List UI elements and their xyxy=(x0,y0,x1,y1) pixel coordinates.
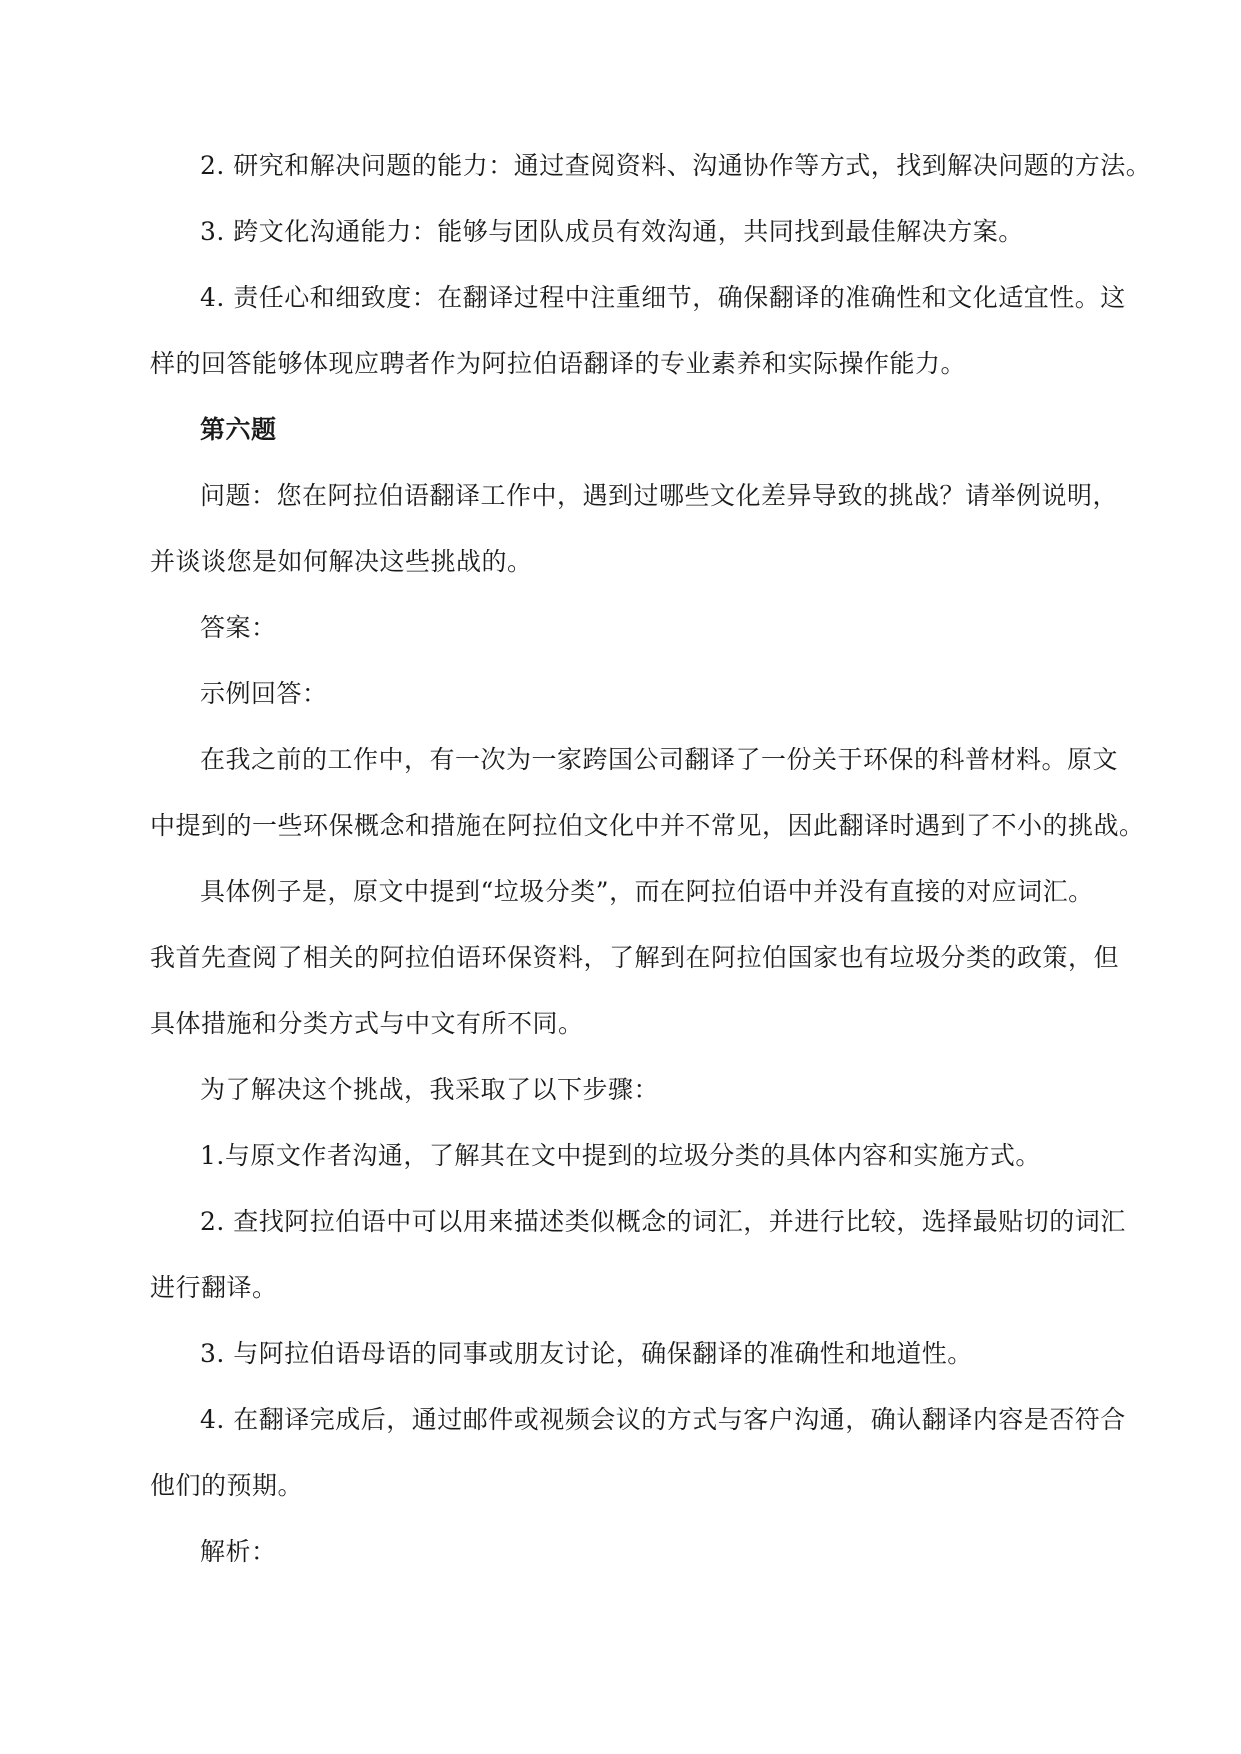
text-line: 3. 跨文化沟通能力：能够与团队成员有效沟通，共同找到最佳解决方案。 xyxy=(200,217,1024,246)
text-line: 他们的预期。 xyxy=(150,1471,304,1500)
text-line: 进行翻译。 xyxy=(150,1273,278,1302)
text-line: 4. 在翻译完成后，通过邮件或视频会议的方式与客户沟通，确认翻译内容是否符合 xyxy=(200,1405,1126,1434)
text-line: 中提到的一些环保概念和措施在阿拉伯文化中并不常见，因此翻译时遇到了不小的挑战。 xyxy=(150,811,1145,840)
text-line: 具体例子是，原文中提到“垃圾分类”，而在阿拉伯语中并没有直接的对应词汇。 xyxy=(200,877,1094,906)
text-line: 解析： xyxy=(200,1537,277,1566)
text-line: 1.与原文作者沟通，了解其在文中提到的垃圾分类的具体内容和实施方式。 xyxy=(200,1141,1041,1170)
text-line: 4. 责任心和细致度：在翻译过程中注重细节，确保翻译的准确性和文化适宜性。这 xyxy=(200,283,1126,312)
document-body xyxy=(150,144,1152,1596)
text-line: 具体措施和分类方式与中文有所不同。 xyxy=(150,1009,584,1038)
text-line: 问题：您在阿拉伯语翻译工作中，遇到过哪些文化差异导致的挑战？请举例说明， xyxy=(200,481,1119,510)
text-line: 2. 研究和解决问题的能力：通过查阅资料、沟通协作等方式，找到解决问题的方法。 xyxy=(200,151,1152,180)
text-line: 样的回答能够体现应聘者作为阿拉伯语翻译的专业素养和实际操作能力。 xyxy=(150,349,967,378)
section-heading: 第六题 xyxy=(200,415,277,444)
text-line: 为了解决这个挑战，我采取了以下步骤： xyxy=(200,1075,660,1104)
text-line: 在我之前的工作中，有一次为一家跨国公司翻译了一份关于环保的科普材料。原文 xyxy=(200,745,1119,774)
text-line: 并谈谈您是如何解决这些挑战的。 xyxy=(150,547,533,576)
text-line: 2. 查找阿拉伯语中可以用来描述类似概念的词汇，并进行比较，选择最贴切的词汇 xyxy=(200,1207,1126,1236)
text-line: 答案： xyxy=(200,613,277,642)
text-line: 我首先查阅了相关的阿拉伯语环保资料，了解到在阿拉伯国家也有垃圾分类的政策，但 xyxy=(150,943,1120,972)
text-line: 3. 与阿拉伯语母语的同事或朋友讨论，确保翻译的准确性和地道性。 xyxy=(200,1339,973,1368)
text-line: 示例回答： xyxy=(200,679,328,708)
